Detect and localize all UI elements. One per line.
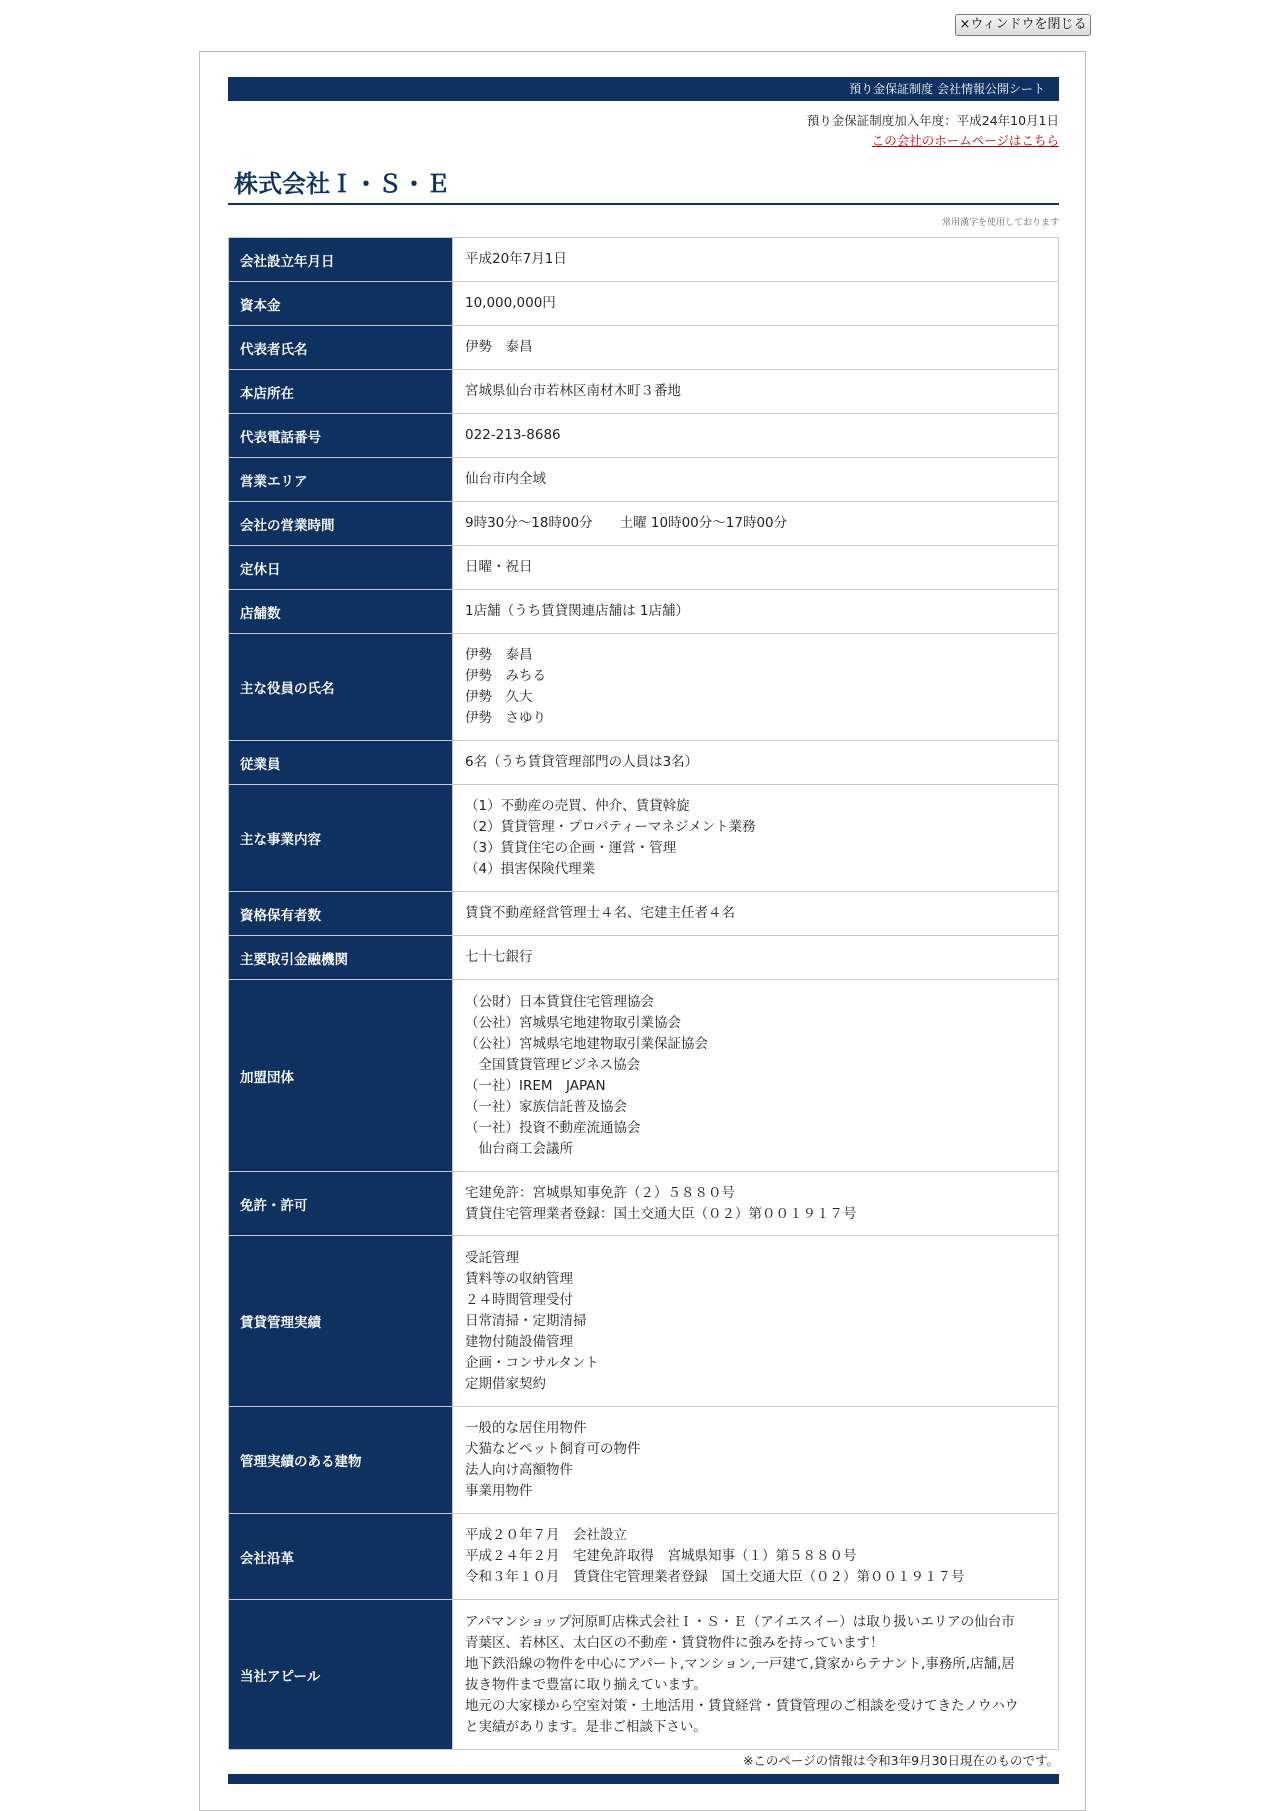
table-row (229, 414, 1059, 458)
row-value-line: 全国賃貸管理ビジネス協会 (465, 1056, 641, 1073)
row-label: 管理実績のある建物 (229, 1407, 453, 1514)
row-label: 当社アピール (229, 1600, 453, 1750)
row-value-line: 仙台商工会議所 (465, 1140, 573, 1157)
row-value-line: 伊勢 久大 (465, 689, 533, 705)
row-value-line: 9時30分～18時00分 土曜 10時00分～17時00分 (465, 515, 788, 531)
row-label: 主要取引金融機関 (229, 936, 453, 980)
row-label: 会社設立年月日 (229, 238, 453, 282)
row-label: 資格保有者数 (229, 892, 453, 936)
row-value-line: 6名（うち賃貸管理部門の人員は3名） (465, 754, 699, 770)
row-value (453, 590, 1059, 634)
row-value-line: 宅建免許：宮城県知事免許（２）５８８０号 (465, 1184, 735, 1201)
table-row (229, 1172, 1059, 1236)
row-value-line: 賃料等の収納管理 (465, 1270, 573, 1287)
company-name: 株式会社Ｉ・Ｓ・Ｅ (228, 163, 1059, 205)
table-row (229, 238, 1059, 282)
row-value-line: 企画・コンサルタント (465, 1354, 599, 1371)
row-label: 会社の営業時間 (229, 502, 453, 546)
row-value (453, 458, 1059, 502)
sheet-title-bar (228, 77, 1059, 101)
row-value (453, 936, 1059, 980)
row-value (453, 741, 1059, 785)
row-value-line: 伊勢 みちる (465, 668, 546, 684)
sheet-title: 預り金保証制度 会社情報公開シート (849, 82, 1045, 96)
table-row (229, 458, 1059, 502)
row-value-line: 仙台市内全域 (465, 471, 546, 487)
row-value (453, 414, 1059, 458)
homepage-link[interactable]: この会社のホームページはこちら (871, 133, 1059, 148)
row-label: 加盟団体 (229, 980, 453, 1172)
row-value-line: 定期借家契約 (465, 1375, 546, 1392)
bottom-bar (228, 1774, 1059, 1784)
table-row (229, 1600, 1059, 1750)
row-value (453, 980, 1059, 1172)
row-value-line: 建物付随設備管理 (465, 1333, 573, 1350)
row-label: 代表者氏名 (229, 326, 453, 370)
row-value-line: 賃貸住宅管理業者登録：国土交通大臣（０２）第００１９１７号 (465, 1205, 857, 1222)
row-value-line: 賃貸不動産経営管理士４名、宅建主任者４名 (465, 905, 735, 921)
row-value-line: 伊勢 泰昌 (465, 647, 533, 663)
row-value-line: （公財）日本賃貸住宅管理協会 (465, 993, 654, 1010)
row-value-line: 伊勢 泰昌 (465, 339, 533, 355)
row-value (453, 785, 1059, 892)
row-value-line: 令和３年１０月 賃貸住宅管理業者登録 国土交通大臣（０２）第００１９１７号 (465, 1569, 965, 1585)
row-value (453, 546, 1059, 590)
row-value-line: 事業用物件 (465, 1483, 533, 1499)
info-sheet-content (228, 77, 1059, 1784)
row-value-line: （一社）IREM JAPAN (465, 1077, 606, 1094)
table-row (229, 502, 1059, 546)
table-row (229, 370, 1059, 414)
kanji-note: 常用漢字を使用しております (941, 218, 1059, 228)
row-value-line: （公社）宮城県宅地建物取引業協会 (465, 1014, 681, 1031)
row-value-line: （4）損害保険代理業 (465, 861, 596, 877)
row-value-line: 犬猫などペット飼育可の物件 (465, 1441, 641, 1457)
table-row (229, 1514, 1059, 1600)
row-label: 代表電話番号 (229, 414, 453, 458)
close-window-button[interactable]: ×ウィンドウを閉じる (955, 14, 1091, 36)
row-value-line: （一社）投資不動産流通協会 (465, 1119, 641, 1136)
row-value-line: 青葉区、若林区、太白区の不動産・賃貸物件に強みを持っています！ (465, 1634, 884, 1651)
row-value-line: 七十七銀行 (465, 949, 533, 965)
row-value-line: 地元の大家様から空室対策・土地活用・賃貸経営・賃貸管理のご相談を受けてきたノウハウ (465, 1697, 1019, 1714)
table-row (229, 785, 1059, 892)
row-value-line: 1店舗（うち賃貸関連店舗は 1店舗） (465, 603, 689, 619)
join-date: 預り金保証制度加入年度：平成24年10月1日 (806, 113, 1059, 128)
row-value-line: 宮城県仙台市若林区南材木町３番地 (465, 383, 681, 399)
row-value (453, 1407, 1059, 1514)
meta-block (228, 111, 1059, 151)
row-label: 主な役員の氏名 (229, 634, 453, 741)
table-row (229, 936, 1059, 980)
row-label: 店舗数 (229, 590, 453, 634)
row-value (453, 634, 1059, 741)
row-value (453, 892, 1059, 936)
row-value (453, 282, 1059, 326)
row-value-line: （1）不動産の売買、仲介、賃貸斡旋 (465, 798, 690, 814)
row-label: 資本金 (229, 282, 453, 326)
row-value-line: 受託管理 (465, 1249, 519, 1266)
row-value-line: 日曜・祝日 (465, 559, 533, 575)
row-value-line: アパマンショップ河原町店株式会社Ｉ・Ｓ・Ｅ（アイエスイー）は取り扱いエリアの仙台市 (465, 1613, 1015, 1630)
row-value-line: （公社）宮城県宅地建物取引業保証協会 (465, 1035, 708, 1052)
row-value-line: 平成２０年７月 会社設立 (465, 1527, 627, 1543)
row-value-line: 一般的な居住用物件 (465, 1420, 587, 1436)
table-row (229, 741, 1059, 785)
row-value-line: 平成20年7月1日 (465, 251, 567, 267)
row-value-line: 伊勢 さゆり (465, 710, 546, 726)
row-label: 従業員 (229, 741, 453, 785)
row-value-line: 022-213-8686 (465, 427, 561, 443)
row-value-line: 平成２４年２月 宅建免許取得 宮城県知事（１）第５８８０号 (465, 1548, 857, 1564)
row-value (453, 370, 1059, 414)
table-row (229, 1236, 1059, 1407)
table-row (229, 634, 1059, 741)
row-value-line: （2）賃貸管理・プロパティーマネジメント業務 (465, 819, 756, 835)
row-value (453, 502, 1059, 546)
company-info-table (228, 237, 1059, 1750)
row-label: 営業エリア (229, 458, 453, 502)
row-value-line: 10,000,000円 (465, 295, 556, 311)
row-label: 免許・許可 (229, 1172, 453, 1236)
row-value (453, 238, 1059, 282)
table-row (229, 546, 1059, 590)
row-value-line: （一社）家族信託普及協会 (465, 1098, 627, 1115)
table-row (229, 1407, 1059, 1514)
table-row (229, 326, 1059, 370)
row-value-line: （3）賃貸住宅の企画・運営・管理 (465, 840, 677, 856)
row-value-line: 法人向け高額物件 (465, 1462, 573, 1478)
row-label: 主な事業内容 (229, 785, 453, 892)
row-label: 賃貸管理実績 (229, 1236, 453, 1407)
row-label: 定休日 (229, 546, 453, 590)
table-row (229, 282, 1059, 326)
table-row (229, 892, 1059, 936)
row-value (453, 1172, 1059, 1236)
table-row (229, 980, 1059, 1172)
info-sheet-frame (199, 51, 1086, 1811)
row-value-line: と実績があります。是非ご相談下さい。 (465, 1718, 707, 1735)
row-value-line: ２４時間管理受付 (465, 1291, 573, 1308)
footnote: ※このページの情報は令和3年9月30日現在のものです。 (742, 1753, 1059, 1768)
row-value (453, 1236, 1059, 1407)
row-value (453, 1600, 1059, 1750)
table-row (229, 590, 1059, 634)
row-value (453, 326, 1059, 370)
row-label: 本店所在 (229, 370, 453, 414)
row-value-line: 抜き物件まで豊富に取り揃えています。 (465, 1676, 707, 1693)
row-value-line: 地下鉄沿線の物件を中心にアパート,マンション,一戸建て,貸家からテナント,事務所,店舗,居 (465, 1655, 1015, 1672)
row-value (453, 1514, 1059, 1600)
row-value-line: 日常清掃・定期清掃 (465, 1312, 587, 1329)
row-label: 会社沿革 (229, 1514, 453, 1600)
